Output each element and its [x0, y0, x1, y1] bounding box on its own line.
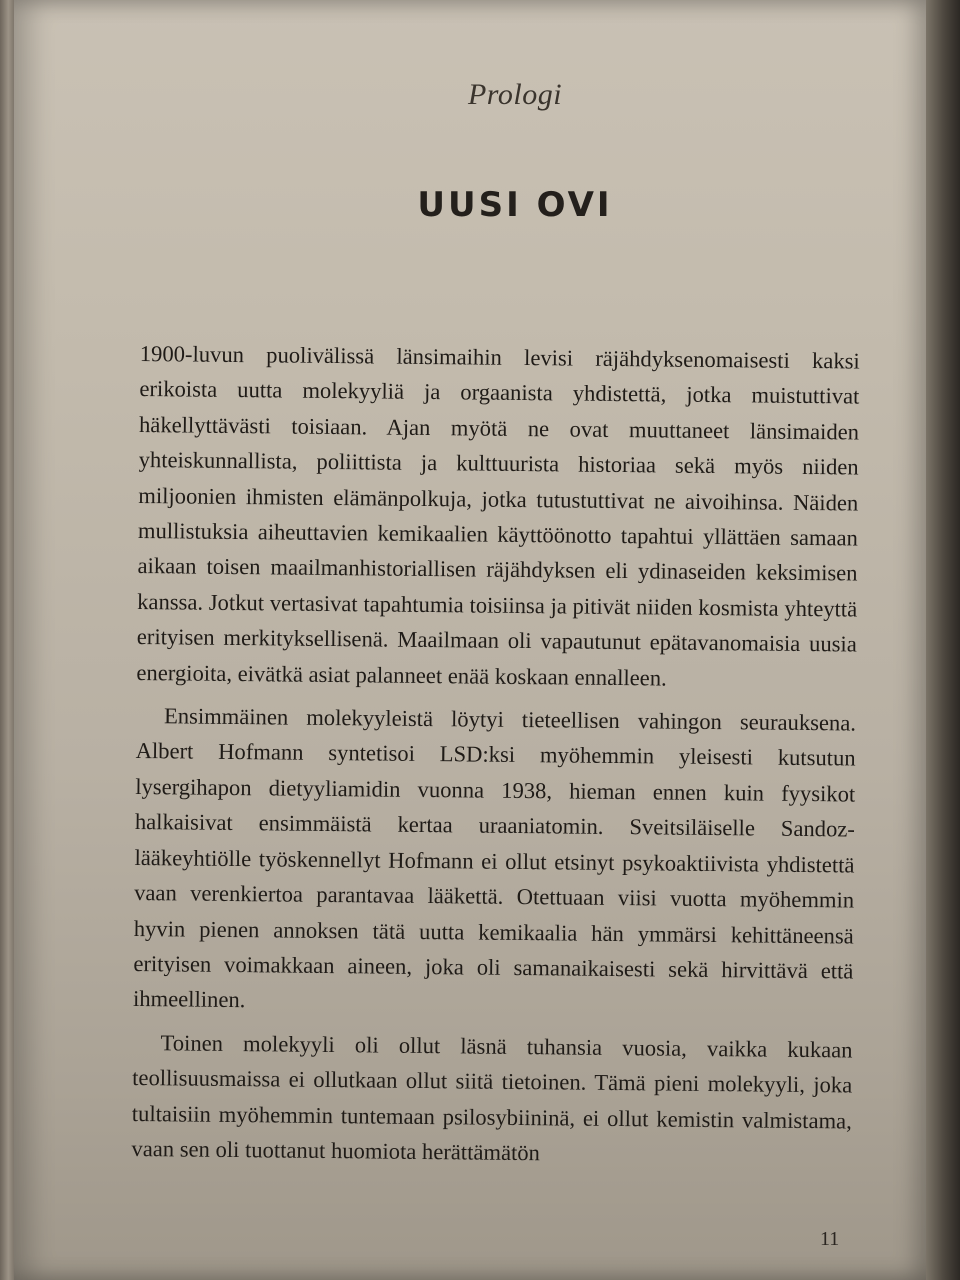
chapter-title: UUSI OVI: [417, 185, 613, 225]
paragraph-2: Ensimmäinen molekyyleistä löytyi tieteellisen vahingon seurauksena. Albert Hofmann syntetisoi LSD:ksi myöhemmin yleisesti kutsutun lysergihapon dietyyliamidin vuonna 1938, hieman ennen kuin fyysikot halkaisivat ensimmäistä kertaa uraaniatomin. Sveitsiläiselle Sandoz-lääkeyhtiölle työskennellyt Hofmann ei ollut etsinyt psykoaktiivista yhdistettä vaan verenkiertoa parantavaa lääkettä. Otettuaan viisi vuotta myöhemmin hyvin pienen annoksen tätä uutta kemikaalia hän ymmärsi kehittäneensä erityisen voimakkaan aineen, joka oli samanaikaisesti sekä hirvittävä että ihmeellinen.: [132, 703, 857, 1013]
paragraph-3: Toinen molekyyli oli ollut läsnä tuhansia vuosia, vaikka kukaan teollisuusmaissa ei ollutkaan ollut siitä tietoinen. Tämä pieni molekyyli, joka tultaisiin myöhemmin tuntemaan psilosybiininä, ei ollut kemistin valmistama, vaan sen oli tuottanut huomiota herättämätön: [131, 1029, 853, 1166]
facing-page-edge: [0, 0, 14, 1280]
book-page: [14, 0, 926, 1280]
section-header: Prologi: [467, 78, 563, 111]
page-curl-edge: [926, 0, 960, 1280]
paragraph-1: 1900-luvun puolivälissä länsimaihin levisi räjähdyksenomaisesti kaksi erikoista uutta molekyyliä ja orgaanista yhdistettä, jotka muistuttivat häkellyttävästi toisiaan. Ajan myötä ne ovat muuttaneet länsimaiden yhteiskunnallista, poliittista ja kulttuurista historiaa sekä myös niiden miljoonien ihmisten elämänpolkuja, jotka tutustuttivat ne aivoihinsa. Näiden mullistuksia aiheuttavien kemikaalien käyttöönotto tapahtui yllättäen samaan aikaan toisen maailmanhistoriallisen räjähdyksen eli ydinaseiden keksimisen kanssa. Jotkut vertasivat tapahtumia toisiinsa ja pitivät niiden kosmista yhteyttä erityisen merkityksellisenä. Maailmaan oli vapautunut epätavanomaisia uusia energioita, eivätkä asiat palanneet enää koskaan ennalleen.: [136, 340, 860, 691]
body-text: [131, 336, 860, 1174]
page-number: 11: [820, 1228, 840, 1250]
show-through-text: [134, 0, 834, 330]
